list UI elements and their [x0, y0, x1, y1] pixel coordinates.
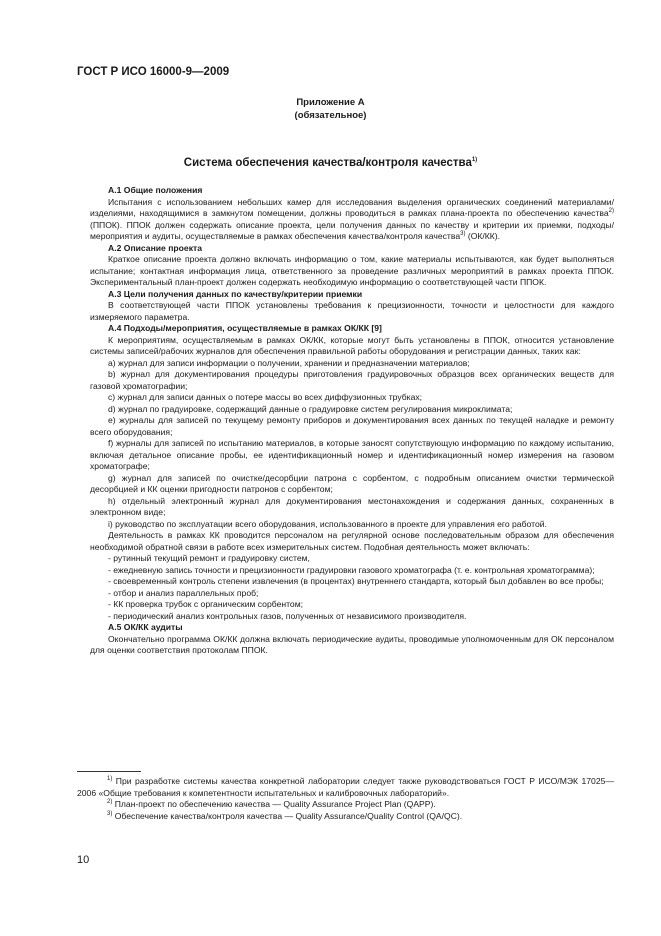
list-item: е) журналы для записей по текущему ремонту приборов и документирования всех данных по текущей наладке и ремонту всего оборудования;: [90, 415, 614, 437]
footnote-divider: [77, 771, 141, 772]
footnote-1-mark: 1): [107, 776, 113, 783]
annex-status: (обязательное): [294, 110, 367, 121]
section-title-text: Система обеспечения качества/контроля качества: [183, 157, 472, 169]
paragraph-a5: Окончательно программа ОК/КК должна включать периодические аудиты, проводимые уполномоченным для ОК персоналом для оценки соответствия протоколам ППОК.: [90, 633, 614, 655]
footnote-1-text: При разработке системы качества конкретной лаборатории следует также руководствоваться ГОСТ Р ИСО/МЭК 17025—2006 «Общие требования к компетентности испытательных и калибровочных лабораторий».: [77, 776, 614, 798]
paragraph-a3: В соответствующей части ППОК установлены требования к прецизионности, точности и целостности для каждого измеряемого параметра.: [90, 300, 614, 322]
footnote-2-mark: 2): [107, 799, 113, 806]
dash-item: - периодический анализ контрольных газов, полученных от независимого производителя.: [108, 610, 467, 621]
paragraph-a1-part3: (ОК/КК).: [465, 231, 501, 241]
footnote-ref-2: 2): [608, 208, 614, 215]
annex-label: Приложение А: [296, 97, 365, 108]
heading-a4: А.4 Подходы/мероприятия, осуществляемые в рамках ОК/КК [9]: [108, 323, 382, 333]
list-item: i) руководство по эксплуатации всего оборудования, использованного в проекте для управления его работой.: [108, 518, 547, 529]
list-item: а) журнал для записи информации о получении, хранении и предназначении материалов;: [108, 357, 470, 368]
paragraph-a4: К мероприятиям, осуществляемым в рамках ОК/КК, которые могут быть установлены в ППОК, относится установление системы записей/рабочих журналов для обеспечения правильной работы оборудования и регистрации данных, таких как:: [90, 334, 614, 356]
paragraph-a1-part1: Испытания с использованием небольших камер для исследования выделения органических соединений материалами/изделиями, находящимися в замкнутом помещении, должны проводиться в рамках плана-проекта по обеспечению качества: [90, 196, 614, 218]
paragraph-a1-part2: (ППОК). ППОК должен содержать описание проекта, цели получения данных по качеству и критерии их приемки, подходы/мероприятия и аудиты, осуществляемые в рамках обеспечения качества/контроля качества: [90, 219, 614, 241]
paragraph-a1: [90, 197, 614, 243]
list-item: d) журнал по градуировке, содержащий данные о градуировке систем регулирования микроклимата;: [108, 403, 513, 414]
document-header: ГОСТ Р ИСО 16000-9—2009: [77, 66, 230, 78]
paragraph-a4-qc: Деятельность в рамках КК проводится персоналом на регулярной основе последовательным образом для обеспечения необходимой обратной связи в работе всех измерительных систем. Подобная деятельность может включать:: [90, 530, 614, 552]
footnote-ref-3: 3): [460, 231, 466, 238]
heading-a2: А.2 Описание проекта: [108, 242, 202, 253]
footnotes: [77, 776, 614, 822]
paragraph-a2: Краткое описание проекта должно включать информацию о том, какие материалы испытываются, как будет выполняться испытание; контактная информация лица, ответственного за проведение различных мероприятий в рамках проекта ППОК. Экспериментальный план-проект должен содержать необходимую информацию о соответствующей части ППОК.: [90, 254, 614, 287]
heading-a3: А.3 Цели получения данных по качеству/критерии приемки: [108, 288, 363, 299]
footnote-2-text: План-проект по обеспечению качества — Quality Assurance Project Plan (QAPP).: [112, 799, 436, 809]
list-item: с) журнал для записи данных о потере массы во всех диффузионных трубках;: [108, 392, 423, 402]
section-title: [0, 157, 661, 169]
footnote-3: [77, 811, 614, 823]
page-number: 10: [77, 854, 90, 866]
footnote-3-text: Обеспечение качества/контроля качества — Quality Assurance/Quality Control (QA/QC).: [112, 810, 463, 821]
dash-item: - своевременный контроль степени извлечения (в процентах) внутреннего стандарта, который был добавлен во все пробы;: [108, 576, 604, 586]
dash-item: - рутинный текущий ремонт и градуировку систем,: [108, 553, 310, 563]
list-item: g) журнал для записей по очистке/десорбции патрона с сорбентом, с подробным описанием очистки термической десорбцией и КК оценки пригодности патронов с сорбентом;: [90, 472, 614, 494]
list-item: h) отдельный электронный журнал для документирования местонахождения и содержания данных, сохраненных в электронном виде;: [90, 495, 614, 517]
dash-item: - ежедневную запись точности и прецизионности градуировки газового хроматографа (т. е. контрольная хроматограмма);: [108, 564, 595, 575]
footnote-1: [77, 776, 614, 799]
heading-a5: А.5 ОК/КК аудиты: [108, 622, 183, 632]
heading-a1: А.1 Общие положения: [108, 185, 203, 195]
footnote-3-mark: 3): [107, 810, 113, 817]
list-item: b) журнал для документирования процедуры приготовления градуировочных образцов всех органических веществ для газовой хроматографии;: [90, 369, 614, 391]
document-body: [90, 185, 614, 657]
dash-item: - КК проверка трубок с органическим сорбентом;: [108, 599, 304, 609]
footnote-2: [77, 799, 614, 811]
list-item: f) журналы для записей по испытанию материалов, в которые заносят сопутствующую информацию по каждому испытанию, включая детальное описание пробы, ее идентификационный номер и идентификационный номер измерения на газовом хроматографе;: [90, 438, 614, 471]
dash-item: - отбор и анализ параллельных проб;: [108, 587, 259, 598]
title-footnote-ref: 1): [471, 157, 478, 164]
